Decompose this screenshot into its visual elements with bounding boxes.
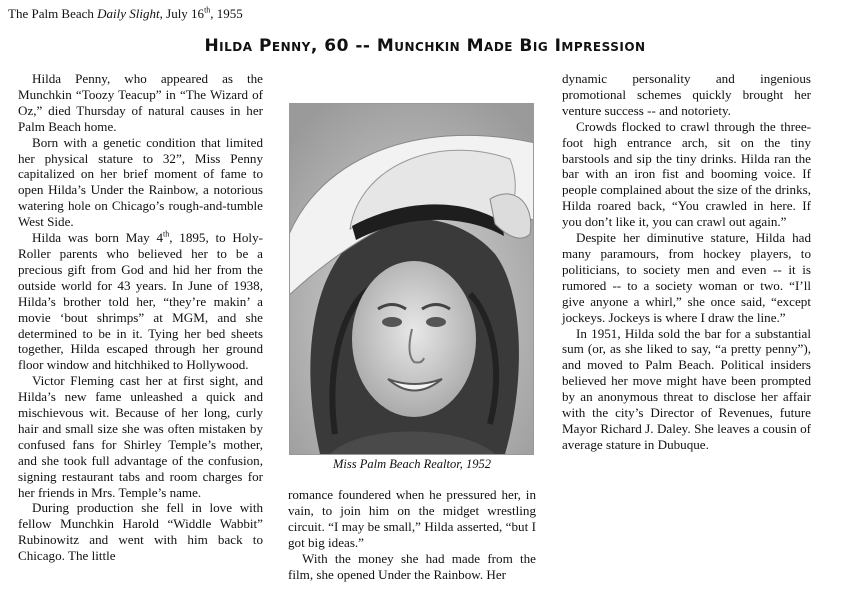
headline: Hilda Penny, 60 -- Munchkin Made Big Impression — [204, 36, 646, 56]
dateline-date-suffix: th — [204, 5, 211, 15]
paragraph-3-start: Hilda was born May 4 — [32, 230, 164, 246]
paragraph-6-continued: dynamic personality and ingenious promotional schemes quickly brought her venture success -- and notoriety. — [562, 71, 811, 118]
paper-name: Daily Slight — [97, 6, 160, 21]
dateline-year: , 1955 — [210, 6, 243, 21]
paragraph-8: Despite her diminutive stature, Hilda had many paramours, from hockey players, to politicians, to society men and even -- it is rumored -- to a society woman or two. “I’ll give anyone a whirl,” she once said, “except jockeys. Jockeys is where I draw the line.” — [562, 230, 811, 325]
dateline — [8, 6, 243, 22]
paragraph-6: With the money she had made from the film, she opened Under the Rainbow. Her — [288, 550, 536, 582]
paragraph-5: During production she fell in love with fellow Munchkin Harold “Widdle Wabbit” Rubinowitz and went with him back to Chicago. The little — [18, 500, 263, 564]
paragraph-3 — [18, 230, 263, 373]
dateline-prefix: The Palm Beach — [8, 6, 98, 21]
paragraph-9: In 1951, Hilda sold the bar for a substantial sum (or, as she liked to say, “a pretty penny”), and moved to Palm Beach. Political insiders believed her move might have been prompted by an anonymous threat to disclose her affair with the city’s Director of Revenues, future Mayor Richard J. Daley. She leaves a cousin of average stature in Dubuque. — [562, 325, 811, 452]
portrait-photo-image — [290, 104, 533, 454]
photo-caption: Miss Palm Beach Realtor, 1952 — [333, 457, 491, 471]
portrait-photo — [289, 103, 534, 455]
paragraph-4: Victor Fleming cast her at first sight, and Hilda’s new fame unleashed a quick and mischievous wit. Because of her long, curly hair and small size she was often mistaken by confused fans for Shirley Temple’s mother, and she took full advantage of the confusion, signing restaurant tabs and room charges for her friends in Mrs. Temple’s name. — [18, 373, 263, 500]
paragraph-7: Crowds flocked to crawl through the three-foot high entrance arch, sit on the tiny barstools and sip the tiny drinks. Hilda ran the bar with an iron fist and booming voice. If people complained about the size of the drinks, Hilda roared back, “You crawled in here. If you don’t like it, you can crawl out again.” — [562, 118, 811, 230]
paragraph-3-rest: , 1895, to Holy-Roller parents who believed her to be a precious gift from God and hid her from the outside world for 43 years. In June of 1938, Hilda’s brother told her, “they’re makin’ a movie ‘bout shrimps” at MGM, and she determined to be in it. Tying her bed sheets together, Hilda escaped through her ground floor window and hitchhiked to Hollywood. — [18, 230, 263, 373]
paragraph-3-suffix: th — [163, 229, 170, 239]
article-column-2 — [288, 487, 536, 582]
article-column-3 — [562, 71, 811, 453]
paragraph-5-continued: romance foundered when he pressured her, in vain, to join him on the midget wrestling circuit. “I may be small,” Hilda asserted, “but I got big ideas.” — [288, 487, 536, 550]
article-column-1 — [18, 71, 263, 564]
paragraph-2: Born with a genetic condition that limited her physical stature to 32”, Miss Penny capitalized on her brief moment of fame to open Hilda’s Under the Rainbow, a notorious watering hole on Chicago’s rough-and-tumble West Side. — [18, 134, 263, 230]
paragraph-1: Hilda Penny, who appeared as the Munchkin “Toozy Teacup” in “The Wizard of Oz,” died Thursday of natural causes in her Palm Beach home. — [18, 71, 263, 134]
dateline-date: , July 16 — [159, 6, 205, 21]
